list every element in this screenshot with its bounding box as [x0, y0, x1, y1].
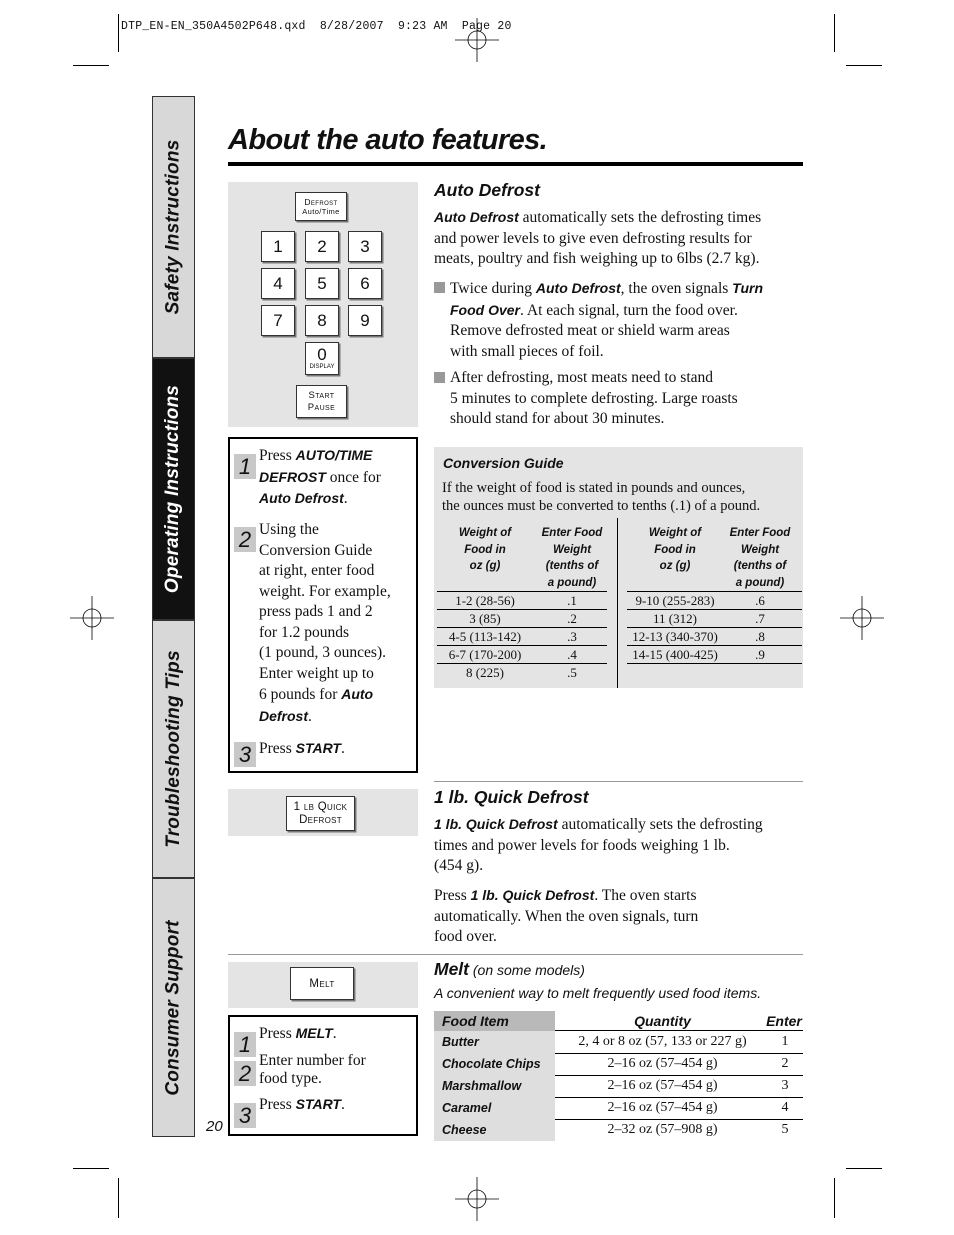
row-line — [437, 645, 607, 646]
cg-right-enter-4: .9 — [755, 647, 765, 662]
row-line — [437, 627, 607, 628]
defrost-auto-time-pad[interactable]: Defrost Auto/Time — [295, 192, 347, 221]
start-pause-pad[interactable]: Start Pause — [296, 385, 347, 418]
key-7[interactable]: 7 — [261, 305, 295, 336]
col-head-weight-right: Weight of Food in oz (g) — [648, 527, 702, 572]
conversion-guide — [434, 447, 803, 688]
quick-defrost-heading: 1 lb. Quick Defrost — [434, 787, 589, 807]
melt-row-chocolate-chips: Chocolate Chips 2–16 oz (57–454 g) 2 — [434, 1053, 803, 1075]
melt-step-2: Enter number for food type. — [259, 1052, 366, 1087]
cg-right-weight-3: 12-13 (340-370) — [632, 629, 718, 644]
section-divider — [228, 954, 803, 955]
key-3[interactable]: 3 — [348, 231, 382, 262]
registration-mark-right — [840, 596, 884, 640]
quick-defrost-pad[interactable]: 1 lb Quick Defrost — [286, 796, 355, 831]
key-9[interactable]: 9 — [348, 305, 382, 336]
row-line — [627, 663, 802, 664]
melt-row-butter: Butter 2, 4 or 8 oz (57, 133 or 227 g) 1 — [434, 1031, 803, 1053]
registration-mark-bottom — [455, 1177, 499, 1221]
row-line — [627, 591, 802, 592]
step-number-3: 3 — [234, 1103, 256, 1128]
cg-left-weight-2: 3 (85) — [469, 611, 501, 626]
row-line — [627, 609, 802, 610]
conversion-guide-desc: If the weight of food is stated in pounds and ounces, the ounces must be converted to tenths (.1) of a pound. — [442, 480, 761, 514]
print-header: DTP_EN-EN_350A4502P648.qxd 8/28/2007 9:23 AM Page 20 — [121, 20, 512, 33]
melt-panel — [228, 962, 418, 1008]
melt-step-1: Press MELT. — [259, 1025, 337, 1042]
conversion-guide-title: Conversion Guide — [443, 455, 564, 471]
key-8[interactable]: 8 — [305, 305, 339, 336]
cg-left-weight-4: 6-7 (170-200) — [448, 647, 522, 662]
key-4[interactable]: 4 — [261, 268, 295, 299]
melt-head-food-item: Food Item — [434, 1011, 555, 1031]
melt-head-enter: Enter — [766, 1013, 802, 1029]
col-head-enter-right: Enter Food Weight (tenths of a pound) — [729, 527, 791, 589]
cg-left-enter-5: .5 — [567, 665, 577, 680]
column-divider — [617, 518, 618, 688]
keypad-panel — [228, 182, 418, 427]
cg-left-enter-2: .2 — [567, 611, 577, 626]
step-number-3: 3 — [234, 742, 256, 767]
step-number-2: 2 — [234, 527, 256, 552]
quick-defrost-panel — [228, 789, 418, 836]
registration-mark-top — [455, 18, 499, 62]
cg-left-enter-1: .1 — [567, 593, 577, 608]
section-divider — [434, 781, 803, 782]
tab-operating-instructions[interactable]: Operating Instructions — [152, 358, 195, 620]
melt-row-caramel: Caramel 2–16 oz (57–454 g) 4 — [434, 1097, 803, 1119]
melt-head-quantity: Quantity — [634, 1013, 691, 1029]
page-number: 20 — [206, 1118, 223, 1135]
melt-heading: Melt (on some models) — [434, 959, 585, 979]
auto-defrost-heading: Auto Defrost — [434, 180, 540, 200]
step-number-1: 1 — [234, 1032, 256, 1057]
defrost-step-1: Press AUTO/TIME DEFROST once for Auto Defrost. — [259, 447, 381, 507]
tab-safety-instructions[interactable]: Safety Instructions — [152, 96, 195, 358]
cg-right-weight-2: 11 (312) — [653, 611, 697, 626]
cg-left-enter-3: .3 — [567, 629, 577, 644]
melt-table-header — [434, 1011, 803, 1031]
row-line — [627, 645, 802, 646]
step-number-1: 1 — [234, 454, 256, 479]
cg-right-weight-1: 9-10 (255-283) — [635, 593, 715, 608]
cg-left-weight-5: 8 (225) — [466, 665, 504, 680]
bullet-square-icon — [434, 372, 445, 383]
melt-subtitle: A convenient way to melt frequently used food items. — [434, 985, 762, 1001]
row-line — [627, 627, 802, 628]
melt-step-3: Press START. — [259, 1096, 345, 1113]
key-2[interactable]: 2 — [305, 231, 339, 262]
tab-troubleshooting-tips[interactable]: Troubleshooting Tips — [152, 620, 195, 878]
col-head-enter-left: Enter Food Weight (tenths of a pound) — [541, 527, 603, 589]
row-line — [437, 663, 607, 664]
melt-row-cheese: Cheese 2–32 oz (57–908 g) 5 — [434, 1119, 803, 1141]
cg-left-weight-1: 1-2 (28-56) — [455, 593, 515, 608]
page-title: About the auto features. — [228, 124, 548, 156]
melt-pad[interactable]: Melt — [290, 967, 354, 1000]
step-number-2: 2 — [234, 1061, 256, 1086]
col-head-weight-left: Weight of Food in oz (g) — [458, 527, 512, 572]
defrost-steps-box — [228, 437, 418, 773]
bullet-square-icon — [434, 282, 445, 293]
auto-defrost-bullet-2: After defrosting, most meats need to stand 5 minutes to complete defrosting. Large roasts should stand for about 30 minutes. — [434, 368, 804, 430]
melt-steps-box — [228, 1015, 418, 1136]
melt-row-marshmallow: Marshmallow 2–16 oz (57–454 g) 3 — [434, 1075, 803, 1097]
cg-right-weight-4: 14-15 (400-425) — [632, 647, 718, 662]
quick-defrost-p1: 1 lb. Quick Defrost automatically sets the defrosting times and power levels for foods weighing 1 lb. (454 g). — [434, 816, 763, 874]
cg-right-enter-1: .6 — [755, 593, 765, 608]
row-line — [437, 609, 607, 610]
row-line — [437, 591, 607, 592]
cg-left-enter-4: .4 — [567, 647, 577, 662]
key-5[interactable]: 5 — [305, 268, 339, 299]
defrost-step-2: Using the Conversion Guide at right, enter food weight. For example, press pads 1 and 2 for 1.2 pounds (1 pound, 3 ounces). Enter weight up to 6 pounds for Auto Defrost. — [259, 521, 391, 725]
key-0-display[interactable]: 0 DISPLAY — [305, 342, 339, 375]
cg-right-enter-3: .8 — [755, 629, 765, 644]
cg-right-enter-2: .7 — [755, 611, 765, 626]
registration-mark-left — [70, 596, 114, 640]
tab-consumer-support[interactable]: Consumer Support — [152, 878, 195, 1137]
key-1[interactable]: 1 — [261, 231, 295, 262]
defrost-step-3: Press START. — [259, 740, 345, 757]
auto-defrost-bullet-1: Twice during Auto Defrost, the oven signals Turn Food Over. At each signal, turn the food over. Remove defrosted meat or shield warm areas with small pieces of foil. — [434, 278, 804, 362]
quick-defrost-p2: Press 1 lb. Quick Defrost. The oven starts automatically. When the oven signals, turn food over. — [434, 887, 699, 945]
cg-left-weight-3: 4-5 (113-142) — [448, 629, 522, 644]
auto-defrost-intro: Auto Defrost automatically sets the defrosting times and power levels to give even defrosting results for meats, poultry and fish weighing up to 6lbs (2.7 kg). — [434, 209, 762, 267]
key-6[interactable]: 6 — [348, 268, 382, 299]
title-rule — [228, 162, 803, 166]
